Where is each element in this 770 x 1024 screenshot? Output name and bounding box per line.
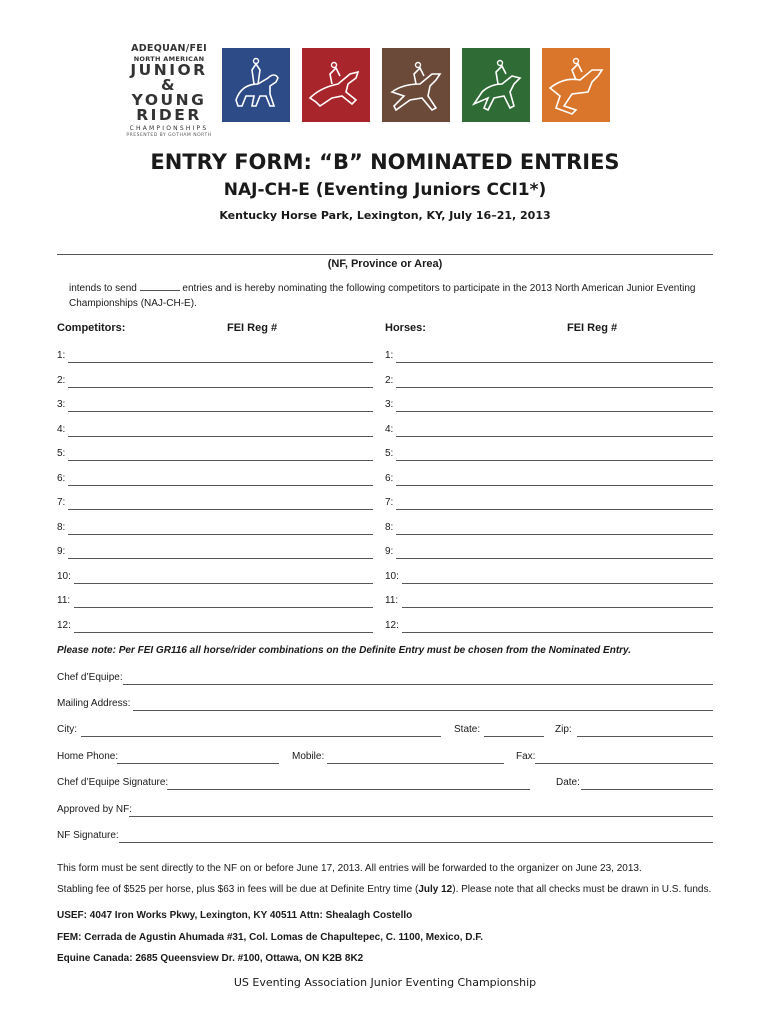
fee-part-2: ). Please note that all checks must be drawn in U.S. funds. bbox=[452, 884, 712, 895]
fax-input[interactable] bbox=[535, 763, 713, 764]
horse-row-number: 4: bbox=[385, 424, 394, 435]
competitors-header: Competitors: bbox=[57, 322, 126, 334]
competitor-input[interactable] bbox=[74, 607, 373, 608]
competitor-row-number: 11: bbox=[57, 595, 71, 606]
chef-signature-row bbox=[57, 777, 713, 791]
nf-input-line[interactable] bbox=[57, 254, 713, 255]
horse-input[interactable] bbox=[402, 583, 713, 584]
horse-input[interactable] bbox=[396, 509, 713, 510]
competitor-row bbox=[57, 497, 373, 511]
competitor-row-number: 4: bbox=[57, 424, 66, 435]
logo-line-6: CHAMPIONSHIPS bbox=[129, 125, 209, 132]
intro-paragraph bbox=[69, 281, 709, 311]
horse-row-number: 8: bbox=[385, 522, 394, 533]
chef-input[interactable] bbox=[123, 684, 713, 685]
competitor-row bbox=[57, 595, 373, 609]
phone-row bbox=[57, 751, 713, 765]
horse-row bbox=[385, 497, 713, 511]
horse-input[interactable] bbox=[396, 362, 713, 363]
competitor-input[interactable] bbox=[68, 362, 373, 363]
horse-row bbox=[385, 399, 713, 413]
competitor-row bbox=[57, 571, 373, 585]
horse-row bbox=[385, 448, 713, 462]
jumping-horse-icon bbox=[462, 48, 530, 122]
horse-row bbox=[385, 375, 713, 389]
bottom-caption: US Eventing Association Junior Eventing Championship bbox=[233, 976, 537, 989]
fax-label: Fax: bbox=[516, 751, 536, 762]
city-label: City: bbox=[57, 724, 77, 735]
horse-row-number: 9: bbox=[385, 546, 394, 557]
logo-line-2: NORTH AMERICAN bbox=[133, 55, 205, 63]
competitor-row-number: 7: bbox=[57, 497, 66, 508]
intro-part-1: intends to send bbox=[69, 283, 137, 294]
chef-field bbox=[57, 672, 713, 686]
horse-row bbox=[385, 546, 713, 560]
competitor-row-number: 5: bbox=[57, 448, 66, 459]
competitor-row-number: 3: bbox=[57, 399, 66, 410]
fei-reg-header-1: FEI Reg # bbox=[227, 322, 278, 334]
competitor-row bbox=[57, 620, 373, 634]
reining-horse-icon bbox=[542, 48, 610, 122]
competitor-input[interactable] bbox=[68, 534, 373, 535]
competitor-row bbox=[57, 399, 373, 413]
date-label: Date: bbox=[556, 777, 580, 788]
state-label: State: bbox=[454, 724, 481, 735]
competitor-input[interactable] bbox=[74, 632, 373, 633]
competitor-input[interactable] bbox=[68, 411, 373, 412]
horse-row-number: 7: bbox=[385, 497, 394, 508]
fee-text bbox=[57, 884, 711, 895]
fem-address: FEM: Cerrada de Agustin Ahumada #31, Col. Lomas de Chapultepec, C. 1100, Mexico, D.F. bbox=[57, 932, 484, 943]
fei-reg-header-2: FEI Reg # bbox=[567, 322, 618, 334]
dressage-horse-icon bbox=[222, 48, 290, 122]
competitor-input[interactable] bbox=[68, 485, 373, 486]
logo-line-5: RIDER bbox=[136, 106, 202, 124]
horse-input[interactable] bbox=[396, 485, 713, 486]
horse-input[interactable] bbox=[396, 411, 713, 412]
zip-input[interactable] bbox=[577, 736, 713, 737]
fei-note: Please note: Per FEI GR116 all horse/rider combinations on the Definite Entry must be chosen from the Nominated Entry. bbox=[57, 645, 632, 656]
approved-label: Approved by NF: bbox=[57, 804, 133, 815]
deadline-text: This form must be sent directly to the NF on or before June 17, 2013. All entries will be forwarded to the organizer on June 23, 2013. bbox=[57, 863, 642, 874]
jumping-horse-icon bbox=[302, 48, 370, 122]
mailing-field bbox=[57, 698, 713, 712]
event-location: Kentucky Horse Park, Lexington, KY, July 16–21, 2013 bbox=[219, 209, 551, 222]
horse-input[interactable] bbox=[396, 387, 713, 388]
horse-input[interactable] bbox=[396, 436, 713, 437]
city-input[interactable] bbox=[81, 736, 441, 737]
page-subtitle: NAJ-CH-E (Eventing Juniors CCI1*) bbox=[223, 180, 547, 200]
competitor-input[interactable] bbox=[68, 436, 373, 437]
logo-line-4: & YOUNG bbox=[131, 76, 207, 109]
entries-count-field[interactable] bbox=[140, 282, 180, 291]
competitor-row bbox=[57, 448, 373, 462]
horse-row bbox=[385, 473, 713, 487]
chef-label: Chef d’Equipe: bbox=[57, 672, 123, 683]
competitor-row bbox=[57, 350, 373, 364]
competitor-row-number: 9: bbox=[57, 546, 66, 557]
mobile-label: Mobile: bbox=[292, 751, 325, 762]
mobile-input[interactable] bbox=[327, 763, 504, 764]
state-input[interactable] bbox=[484, 736, 544, 737]
competitor-input[interactable] bbox=[68, 387, 373, 388]
horse-input[interactable] bbox=[402, 632, 713, 633]
nf-signature-label: NF Signature: bbox=[57, 830, 119, 841]
mailing-label: Mailing Address: bbox=[57, 698, 131, 709]
competitor-row-number: 6: bbox=[57, 473, 66, 484]
horse-row-number: 12: bbox=[385, 620, 399, 631]
logo-wordmark bbox=[124, 43, 214, 138]
horse-row bbox=[385, 571, 713, 585]
page-title: ENTRY FORM: “B” NOMINATED ENTRIES bbox=[150, 150, 620, 174]
competitor-row-number: 2: bbox=[57, 375, 66, 386]
horses-header: Horses: bbox=[385, 322, 426, 334]
intro-part-2: entries and is hereby nominating the following competitors to participate in the 2013 North American Junior Eventing Championships (NAJ-CH-E). bbox=[69, 283, 696, 309]
competitor-row bbox=[57, 375, 373, 389]
chef-signature-input[interactable] bbox=[167, 789, 530, 790]
horse-row bbox=[385, 595, 713, 609]
fee-part-1: Stabling fee of $525 per horse, plus $63 in fees will be due at Definite Entry time ( bbox=[57, 884, 419, 895]
horse-row bbox=[385, 424, 713, 438]
horse-row-number: 5: bbox=[385, 448, 394, 459]
zip-label: Zip: bbox=[555, 724, 572, 735]
horse-input[interactable] bbox=[396, 534, 713, 535]
date-input[interactable] bbox=[581, 789, 713, 790]
competitor-input[interactable] bbox=[68, 509, 373, 510]
chef-signature-label: Chef d’Equipe Signature: bbox=[57, 777, 169, 788]
horse-row-number: 10: bbox=[385, 571, 399, 582]
competitor-input[interactable] bbox=[74, 583, 373, 584]
competitor-row bbox=[57, 522, 373, 536]
horse-input[interactable] bbox=[396, 558, 713, 559]
nf-label: (NF, Province or Area) bbox=[327, 258, 443, 270]
jumping-horse-icon bbox=[382, 48, 450, 122]
nf-signature-input[interactable] bbox=[119, 842, 713, 843]
competitor-row bbox=[57, 546, 373, 560]
horse-row-number: 11: bbox=[385, 595, 399, 606]
home-phone-label: Home Phone: bbox=[57, 751, 119, 762]
approved-row bbox=[57, 804, 713, 818]
mailing-input[interactable] bbox=[133, 710, 713, 711]
competitor-row bbox=[57, 473, 373, 487]
approved-input[interactable] bbox=[129, 816, 713, 817]
horse-row-number: 2: bbox=[385, 375, 394, 386]
horse-row-number: 1: bbox=[385, 350, 394, 361]
city-row bbox=[57, 724, 713, 738]
horse-row-number: 6: bbox=[385, 473, 394, 484]
competitor-row-number: 8: bbox=[57, 522, 66, 533]
logo-line-7: PRESENTED BY GOTHAM NORTH bbox=[126, 133, 212, 138]
logo-line-1: ADEQUAN/FEI bbox=[131, 43, 207, 54]
competitor-row-number: 12: bbox=[57, 620, 71, 631]
competitor-row-number: 1: bbox=[57, 350, 66, 361]
competitor-row-number: 10: bbox=[57, 571, 71, 582]
horse-input[interactable] bbox=[402, 607, 713, 608]
horse-row-number: 3: bbox=[385, 399, 394, 410]
horse-row bbox=[385, 350, 713, 364]
horse-input[interactable] bbox=[396, 460, 713, 461]
competitor-input[interactable] bbox=[68, 460, 373, 461]
fee-date: July 12 bbox=[418, 884, 453, 895]
competitor-row bbox=[57, 424, 373, 438]
canada-address: Equine Canada: 2685 Queensview Dr. #100, Ottawa, ON K2B 8K2 bbox=[57, 953, 364, 964]
logo-line-3: JUNIOR bbox=[130, 61, 208, 79]
home-phone-input[interactable] bbox=[117, 763, 279, 764]
nf-signature-row bbox=[57, 830, 713, 844]
horse-row bbox=[385, 620, 713, 634]
competitor-input[interactable] bbox=[68, 558, 373, 559]
usef-address: USEF: 4047 Iron Works Pkwy, Lexington, KY 40511 Attn: Shealagh Costello bbox=[57, 910, 413, 921]
horse-row bbox=[385, 522, 713, 536]
